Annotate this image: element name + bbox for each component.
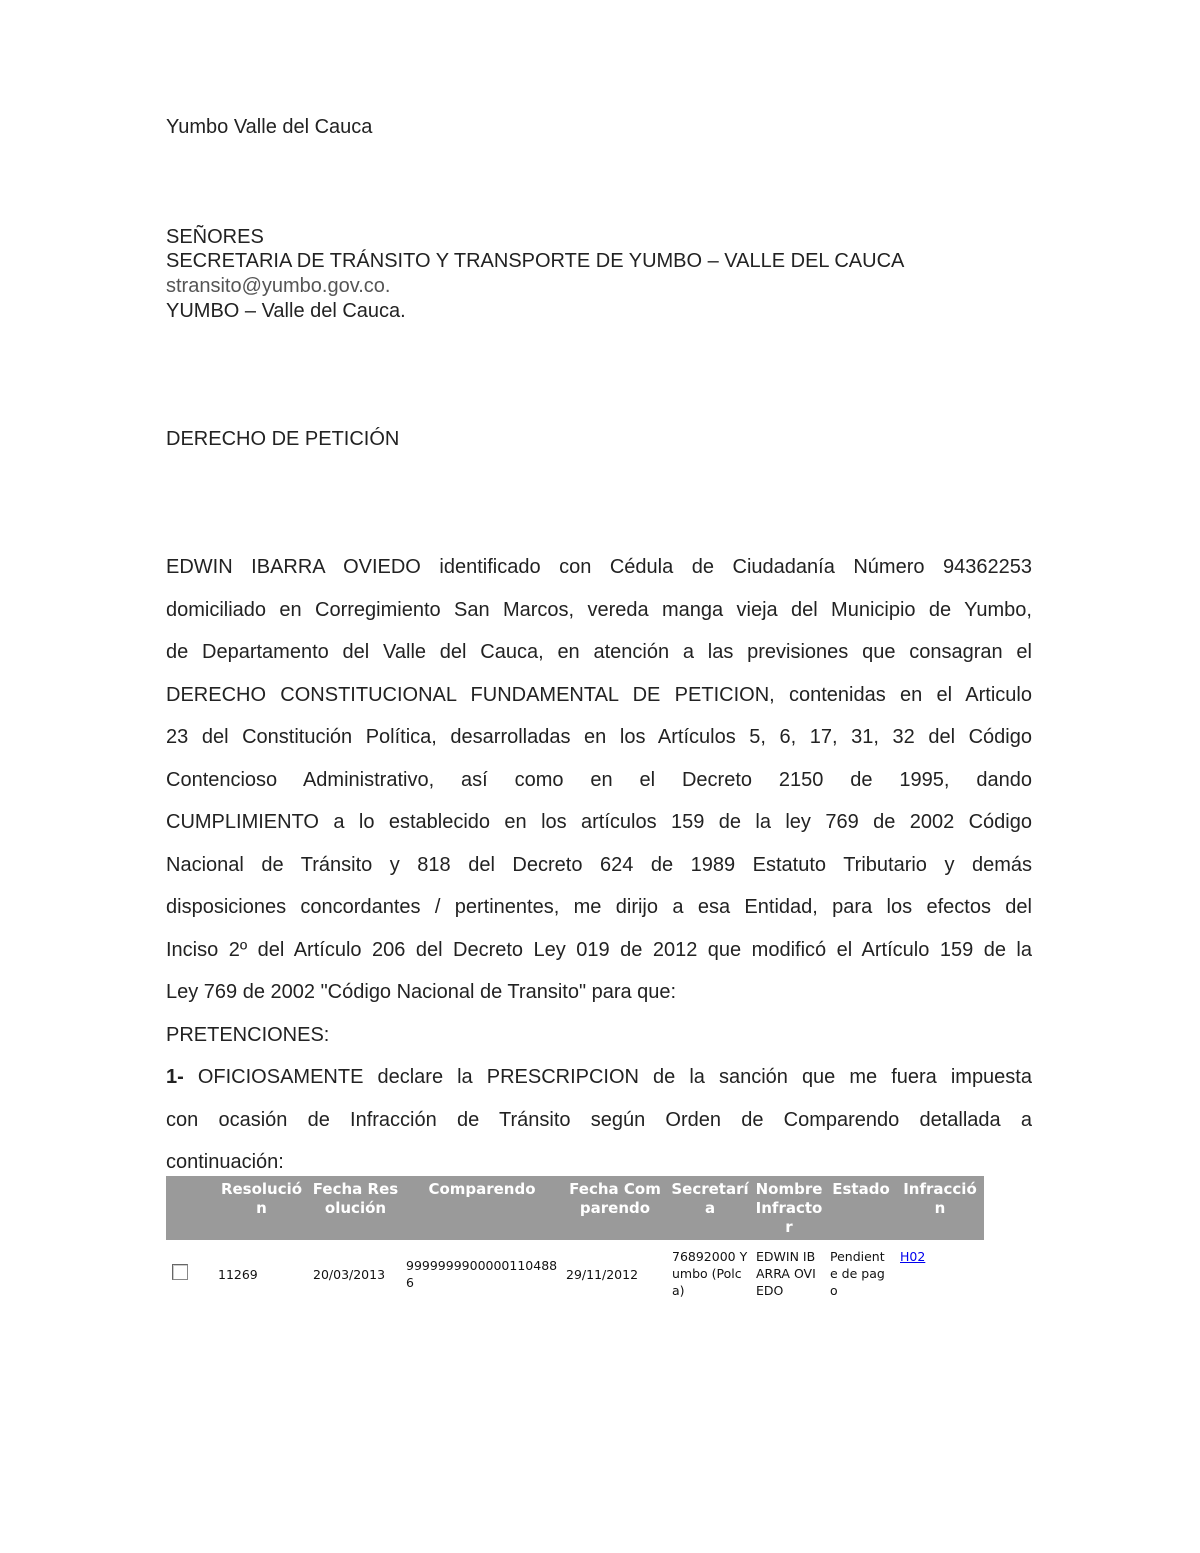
header-secretaria[interactable]: Secretaría xyxy=(668,1176,752,1240)
item-line: con ocasión de Infracción de Tránsito según Orden de Comparendo detallada a xyxy=(166,1108,1032,1131)
body-line: Inciso 2º del Artículo 206 del Decreto Ley 019 de 2012 que modificó el Artículo 159 de la xyxy=(166,938,1032,961)
header-estado[interactable]: Estado xyxy=(826,1176,896,1240)
body-line: 23 del Constitución Política, desarrolladas en los Artículos 5, 6, 17, 31, 32 del Código xyxy=(166,726,1032,748)
recipient-email: stransito@yumbo.gov.co. xyxy=(166,275,391,297)
header-comparendo[interactable]: Comparendo xyxy=(402,1176,562,1240)
pretension-item xyxy=(166,1056,1032,1099)
cell-fecha-resolucion: 20/03/2013 xyxy=(313,1266,386,1282)
infraccion-link[interactable]: H02 xyxy=(900,1249,926,1264)
table-header-row xyxy=(166,1176,984,1240)
body-line: EDWIN IBARRA OVIEDO identificado con Cédula de Ciudadanía Número 94362253 xyxy=(166,556,1032,578)
header-nombre-infractor[interactable]: Nombre Infractor xyxy=(752,1176,826,1240)
cell-estado: Pendiente de pago xyxy=(830,1249,885,1298)
item-number: 1- xyxy=(166,1066,184,1088)
salutation: SEÑORES xyxy=(166,226,264,248)
body-line: Nacional de Tránsito y 818 del Decreto 624 de 1989 Estatuto Tributario y demás xyxy=(166,853,1032,876)
body-line: Contencioso Administrativo, así como en el Decreto 2150 de 1995, dando xyxy=(166,768,1032,791)
table-row xyxy=(166,1240,984,1308)
header-fecha-resolucion[interactable]: Fecha Resolución xyxy=(309,1176,402,1240)
header-select xyxy=(166,1176,214,1240)
body-paragraph xyxy=(166,546,1032,1184)
recipient-entity: SECRETARIA DE TRÁNSITO Y TRANSPORTE DE YUMBO – VALLE DEL CAUCA xyxy=(166,250,905,272)
cell-infraccion xyxy=(896,1240,984,1308)
row-select-cell xyxy=(166,1240,214,1308)
cell-comparendo: 99999999000001104886 xyxy=(406,1258,558,1290)
city-line: Yumbo Valle del Cauca xyxy=(166,116,373,138)
body-line: Ley 769 de 2002 "Código Nacional de Transito" para que: xyxy=(166,981,677,1003)
body-line: de Departamento del Valle del Cauca, en atención a las previsiones que consagran el xyxy=(166,641,1032,663)
header-infraccion[interactable]: Infracción xyxy=(896,1176,984,1240)
comparendo-table xyxy=(166,1176,984,1308)
subject-heading: DERECHO DE PETICIÓN xyxy=(166,428,400,450)
item-line: OFICIOSAMENTE declare la PRESCRIPCION de la sanción que me fuera impuesta xyxy=(183,1066,1032,1088)
body-line: domiciliado en Corregimiento San Marcos, vereda manga vieja del Municipio de Yumbo, xyxy=(166,598,1032,621)
body-line: disposiciones concordantes / pertinentes, me dirijo a esa Entidad, para los efectos del xyxy=(166,896,1032,918)
cell-secretaria: 76892000 Yumbo (Polca) xyxy=(672,1249,748,1298)
cell-nombre-infractor: EDWIN IBARRA OVIEDO xyxy=(756,1249,816,1298)
item-line: continuación: xyxy=(166,1151,284,1173)
header-fecha-comparendo[interactable]: Fecha Comparendo xyxy=(562,1176,668,1240)
body-line: CUMPLIMIENTO a lo establecido en los artículos 159 de la ley 769 de 2002 Código xyxy=(166,811,1032,833)
header-resolucion[interactable]: Resolución xyxy=(214,1176,309,1240)
cell-resolucion: 11269 xyxy=(218,1266,258,1282)
pretensions-heading: PRETENCIONES: xyxy=(166,1023,330,1046)
row-checkbox[interactable] xyxy=(172,1264,188,1280)
body-line: DERECHO CONSTITUCIONAL FUNDAMENTAL DE PETICION, contenidas en el Articulo xyxy=(166,683,1032,706)
recipient-location: YUMBO – Valle del Cauca. xyxy=(166,300,406,322)
cell-fecha-comparendo: 29/11/2012 xyxy=(566,1266,639,1282)
